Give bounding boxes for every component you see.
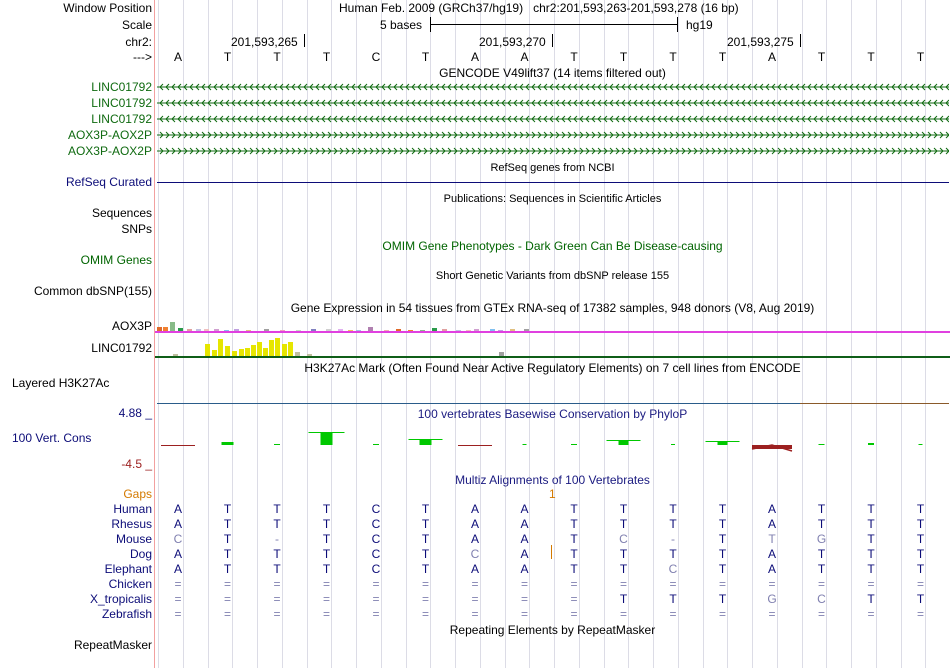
alignment-base: = [768, 577, 776, 591]
alignment-base: T [421, 532, 430, 546]
gtex-tissue-bar [295, 352, 300, 356]
alignment-base: T [619, 547, 628, 561]
phylop-score-mark [819, 444, 825, 445]
gtex-tissue-bar [163, 327, 168, 331]
gtex-tissue-bar [356, 330, 361, 331]
gtex-tissue-bar [311, 329, 316, 331]
alignment-base: = [520, 607, 528, 621]
dbsnp-track-label[interactable]: Common dbSNP(155) [33, 284, 152, 298]
coord-label: 201,593,270 [479, 35, 546, 49]
gtex-tissue-bar [239, 349, 244, 356]
alignment-base: A [767, 517, 776, 531]
gtex-tissue-bar [348, 330, 353, 331]
gtex-tissue-bar [187, 329, 192, 331]
alignment-base: T [273, 502, 281, 516]
alignment-base: = [570, 607, 578, 621]
alignment-base: C [668, 562, 678, 576]
alignment-base: T [223, 502, 232, 516]
alignment-base: T [718, 502, 727, 516]
phylop-score-cap [409, 439, 443, 440]
alignment-base: T [322, 562, 331, 576]
gtex-tissue-bar [245, 348, 250, 356]
gtex-tissue-bar [499, 352, 504, 356]
alignment-base: T [421, 517, 430, 531]
gencode-gene-feature[interactable] [157, 130, 949, 140]
alignment-base: T [421, 502, 430, 516]
phylop-score-mark [161, 445, 195, 446]
alignment-base: T [867, 562, 875, 576]
alignment-base: T [570, 532, 578, 546]
alignment-base: T [619, 517, 628, 531]
repeatmasker-track-title[interactable]: Repeating Elements by RepeatMasker [449, 623, 656, 637]
gtex-tissue-bar [420, 330, 425, 331]
alignment-base: = [322, 607, 330, 621]
alignment-base: C [371, 532, 381, 546]
gtex-tissue-bar [196, 329, 201, 331]
gtex-tissue-bar [212, 350, 217, 356]
alignment-base: T [916, 532, 925, 546]
gtex-tissue-bar [282, 344, 287, 356]
alignment-base: = [174, 592, 182, 606]
alignment-base: T [768, 532, 776, 546]
multiz-species-label[interactable]: Rhesus [111, 517, 152, 531]
alignment-base: = [619, 607, 627, 621]
gaps-label: Gaps [123, 487, 152, 501]
alignment-base: = [471, 607, 479, 621]
alignment-base: = [223, 592, 231, 606]
gtex-tissue-bar [224, 330, 229, 331]
gtex-tissue-bar [288, 342, 293, 356]
alignment-base: T [669, 592, 677, 606]
base-letter: T [619, 50, 628, 64]
dbsnp-track-title[interactable]: Short Genetic Variants from dbSNP release 155 [435, 270, 670, 282]
alignment-base: = [570, 592, 578, 606]
gtex-tissue-bar [234, 329, 239, 331]
coord-label: 201,593,275 [727, 35, 794, 49]
gencode-gene-feature[interactable] [157, 82, 949, 92]
alignment-base: A [767, 562, 776, 576]
gencode-gene-feature[interactable] [157, 98, 949, 108]
gtex-tissue-bar [368, 327, 373, 331]
coord-tick [552, 34, 553, 47]
position-header [339, 1, 739, 15]
alignment-base: T [817, 517, 826, 531]
alignment-base: - [275, 532, 279, 546]
snps-track-label[interactable]: SNPs [121, 222, 152, 236]
publications-track-label[interactable]: Sequences [91, 206, 152, 220]
alignment-base: G [816, 532, 827, 546]
alignment-base: = [520, 577, 528, 591]
alignment-base: T [718, 562, 727, 576]
alignment-base: = [916, 607, 924, 621]
alignment-base: = [520, 592, 528, 606]
alignment-base: T [867, 517, 875, 531]
phylop-max-label: 4.88 _ [118, 406, 152, 420]
alignment-base: C [817, 592, 826, 606]
alignment-base: A [470, 562, 479, 576]
alignment-base: C [173, 532, 183, 546]
phylop-score-mark [671, 444, 675, 445]
phylop-score-cap [607, 440, 641, 441]
position-range: chr2:201,593,263-201,593,278 (16 bp) [533, 1, 739, 15]
gencode-gene-label[interactable]: LINC01792 [91, 80, 152, 94]
base-letter: T [322, 50, 331, 64]
gtex-tissue-bar [173, 354, 178, 356]
gtex-tissue-bar [232, 351, 237, 356]
alignment-base: T [867, 592, 875, 606]
refseq-track-label[interactable]: RefSeq Curated [65, 175, 152, 189]
alignment-base: C [371, 517, 381, 531]
gtex-tissue-bar [214, 329, 219, 331]
phylop-score-mark [919, 444, 923, 445]
db-text: hg19 [686, 18, 713, 32]
alignment-base: C [371, 547, 381, 561]
gtex-tissue-bar [178, 328, 183, 331]
gencode-track-title[interactable]: GENCODE V49lift37 (14 items filtered out) [439, 66, 666, 80]
gtex-tissue-bar [251, 345, 256, 356]
alignment-base: = [273, 607, 281, 621]
alignment-base: T [916, 592, 925, 606]
refseq-track-title[interactable]: RefSeq genes from NCBI [490, 162, 615, 174]
alignment-base: C [371, 562, 381, 576]
alignment-base: = [273, 577, 281, 591]
alignment-base: C [371, 502, 381, 516]
alignment-base: = [916, 577, 924, 591]
base-letter: T [273, 50, 281, 64]
gtex-linc01792-gene-bar [155, 356, 950, 358]
gtex-tissue-bar [432, 328, 437, 331]
alignment-base: = [817, 607, 825, 621]
gtex-tissue-bar [466, 330, 471, 331]
alignment-base: = [718, 607, 726, 621]
base-letter: A [767, 50, 776, 64]
gtex-tissue-bar [490, 329, 495, 331]
gencode-gene-label[interactable]: LINC01792 [91, 112, 152, 126]
omim-track-title[interactable]: OMIM Gene Phenotypes - Dark Green Can Be Disease-causing [382, 239, 723, 253]
alignment-base: T [718, 517, 727, 531]
gtex-tissue-bar [218, 339, 223, 356]
multiz-track-title[interactable]: Multiz Alignments of 100 Vertebrates [455, 473, 650, 487]
phylop-score-cap [706, 441, 740, 442]
alignment-base: = [372, 607, 380, 621]
gtex-tissue-bar [170, 322, 175, 331]
base-letter: T [669, 50, 677, 64]
alignment-base: = [471, 592, 479, 606]
alignment-base: T [817, 562, 826, 576]
alignment-base: T [273, 547, 281, 561]
refseq-gene-line[interactable] [157, 182, 949, 183]
alignment-base: = [421, 577, 429, 591]
gtex-tissue-bar [246, 330, 251, 331]
base-letter: T [223, 50, 232, 64]
alignment-base: = [867, 607, 875, 621]
alignment-base: T [718, 592, 727, 606]
phylop-score-cap [309, 432, 345, 433]
alignment-base: = [619, 577, 627, 591]
alignment-base: = [421, 592, 429, 606]
alignment-base: T [322, 517, 331, 531]
scale-bar [430, 24, 678, 25]
base-letter: C [371, 50, 381, 64]
alignment-base: T [223, 547, 232, 561]
alignment-base: T [223, 532, 232, 546]
gtex-tissue-bar [157, 327, 162, 331]
gtex-tissue-bar [263, 348, 268, 356]
gtex-tissue-bar [326, 329, 331, 331]
alignment-base: T [570, 562, 578, 576]
gtex-tissue-bar [204, 329, 209, 331]
alignment-base: = [817, 577, 825, 591]
gtex-tissue-bar [456, 330, 461, 331]
alignment-base: = [372, 577, 380, 591]
base-letter: A [173, 50, 182, 64]
alignment-base: = [174, 607, 182, 621]
coord-tick [304, 34, 305, 47]
alignment-base: = [669, 607, 677, 621]
alignment-base: A [767, 547, 776, 561]
phylop-track-label[interactable]: 100 Vert. Cons [12, 431, 92, 445]
multiz-species-label[interactable]: X_tropicalis [89, 592, 152, 606]
alignment-base: A [520, 547, 529, 561]
gencode-gene-feature[interactable] [157, 146, 949, 156]
alignment-base: T [322, 532, 331, 546]
alignment-base: A [173, 502, 182, 516]
alignment-base: T [273, 517, 281, 531]
alignment-base: T [421, 562, 430, 576]
phylop-score-mark [458, 445, 492, 446]
gtex-aox3p-gene-bar [155, 331, 950, 333]
gtex-tissue-bar [269, 340, 274, 356]
alignment-base: = [273, 592, 281, 606]
base-letter: A [470, 50, 479, 64]
h3k27ac-track-label[interactable]: Layered H3K27Ac [12, 376, 110, 390]
alignment-base: A [470, 532, 479, 546]
alignment-base: T [916, 517, 925, 531]
gtex-gene-label-aox3p[interactable]: AOX3P [111, 319, 152, 333]
multiz-species-label[interactable]: Elephant [104, 562, 152, 576]
alignment-base: A [520, 562, 529, 576]
alignment-base: T [619, 502, 628, 516]
publications-track-title[interactable]: Publications: Sequences in Scientific Articles [443, 193, 662, 205]
scale-bar-right-tick [677, 17, 678, 32]
alignment-base: A [520, 532, 529, 546]
alignment-base: = [718, 577, 726, 591]
alignment-base: A [767, 502, 776, 516]
alignment-base: C [470, 547, 480, 561]
multiz-species-label[interactable]: Human [113, 502, 152, 516]
h3k27ac-signal-line-end [800, 403, 949, 404]
multiz-species-label[interactable]: Mouse [115, 532, 152, 546]
assembly-name: Human Feb. 2009 (GRCh37/hg19) [339, 1, 524, 15]
phylop-score-mark [373, 444, 379, 445]
gtex-tissue-bar [264, 329, 269, 331]
strand-label: ---> [133, 50, 152, 64]
scale-text: 5 bases [380, 18, 423, 32]
alignment-base: T [817, 502, 826, 516]
alignment-base: T [718, 547, 727, 561]
gtex-tissue-bar [510, 329, 515, 331]
base-letter: T [570, 50, 578, 64]
base-letter: T [421, 50, 430, 64]
phylop-min-label: -4.5 _ [121, 457, 152, 471]
alignment-base: T [421, 547, 430, 561]
alignment-base: T [223, 562, 232, 576]
alignment-base: T [669, 517, 677, 531]
alignment-base: = [867, 577, 875, 591]
multiz-species-label[interactable]: Chicken [108, 577, 152, 591]
alignment-base: = [669, 577, 677, 591]
alignment-base: A [470, 517, 479, 531]
alignment-base: = [372, 592, 380, 606]
base-letter: A [520, 50, 529, 64]
alignment-base: T [867, 547, 875, 561]
phylop-score-mark [868, 443, 874, 445]
phylop-score-mark [274, 444, 280, 445]
alignment-base: = [471, 577, 479, 591]
phylop-conservation-plot[interactable] [155, 425, 950, 457]
multiz-species-label[interactable]: Zebrafish [101, 607, 152, 621]
gencode-gene-feature[interactable] [157, 114, 949, 124]
alignment-base: A [173, 547, 182, 561]
dog-gap-insert [551, 545, 552, 559]
alignment-base: - [671, 532, 675, 546]
chrom-label: chr2: [125, 35, 152, 49]
phylop-track-title[interactable]: 100 vertebrates Basewise Conservation by PhyloP [417, 407, 688, 421]
phylop-score-mark [571, 444, 577, 445]
gtex-tissue-bar [275, 338, 280, 356]
coord-label: 201,593,265 [231, 35, 298, 49]
alignment-base: T [916, 547, 925, 561]
alignment-base: T [669, 502, 677, 516]
alignment-base: T [916, 502, 925, 516]
base-letter: T [867, 50, 875, 64]
alignment-base: T [619, 562, 628, 576]
gap-marker: 1 [549, 487, 556, 501]
alignment-base: T [570, 547, 578, 561]
alignment-base: T [273, 562, 281, 576]
gencode-gene-label[interactable]: LINC01792 [91, 96, 152, 110]
alignment-base: T [322, 547, 331, 561]
window-position-label: Window Position [63, 1, 152, 15]
alignment-base: = [570, 577, 578, 591]
gtex-tissue-bar [442, 329, 447, 331]
gtex-tissue-bar [384, 330, 389, 331]
gencode-gene-label[interactable]: AOX3P-AOX2P [67, 144, 152, 158]
gencode-gene-label[interactable]: AOX3P-AOX2P [67, 128, 152, 142]
alignment-base: T [223, 517, 232, 531]
alignment-base: A [173, 562, 182, 576]
alignment-base: A [520, 517, 529, 531]
gtex-tissue-bar [296, 330, 301, 331]
gtex-tissue-bar [257, 342, 262, 356]
alignment-base: T [570, 502, 578, 516]
h3k27ac-track-title[interactable]: H3K27Ac Mark (Often Found Near Active Regulatory Elements) on 7 cell lines from ENCODE [304, 361, 801, 375]
phylop-score-mark [523, 444, 527, 445]
alignment-base: A [520, 502, 529, 516]
alignment-base: T [669, 547, 677, 561]
base-letter: T [718, 50, 727, 64]
gtex-tissue-bar [396, 329, 401, 331]
gtex-expression-plot[interactable] [155, 318, 950, 360]
gtex-tissue-bar [474, 329, 479, 331]
gtex-tissue-bar [524, 329, 529, 331]
alignment-base: A [173, 517, 182, 531]
alignment-base: T [817, 547, 826, 561]
alignment-base: = [768, 607, 776, 621]
gtex-tissue-bar [498, 330, 503, 331]
gtex-gene-label-linc01792[interactable]: LINC01792 [91, 341, 152, 355]
multiz-species-label[interactable]: Dog [129, 547, 152, 561]
alignment-base: C [619, 532, 628, 546]
phylop-score-mark [321, 432, 333, 445]
repeatmasker-track-label[interactable]: RepeatMasker [73, 638, 152, 652]
gtex-tissue-bar [408, 330, 413, 331]
alignment-base: = [322, 577, 330, 591]
alignment-base: T [867, 502, 875, 516]
gtex-track-title[interactable]: Gene Expression in 54 tissues from GTEx RNA-seq of 17382 samples, 948 donors (V8, Aug 2019) [290, 301, 815, 315]
base-letter: T [817, 50, 826, 64]
scale-label: Scale [121, 18, 152, 32]
base-letter: T [916, 50, 925, 64]
alignment-base: = [223, 607, 231, 621]
alignment-base: T [916, 562, 925, 576]
alignment-base: T [322, 502, 331, 516]
alignment-base: = [223, 577, 231, 591]
coord-tick [800, 34, 801, 47]
gtex-tissue-bar [338, 329, 343, 331]
gtex-tissue-bar [280, 330, 285, 331]
gtex-tissue-bar [205, 344, 210, 356]
alignment-base: = [322, 592, 330, 606]
alignment-base: T [718, 532, 727, 546]
alignment-base: T [570, 517, 578, 531]
phylop-score-mark [222, 442, 234, 445]
alignment-base: A [470, 502, 479, 516]
gtex-tissue-bar [225, 346, 230, 356]
alignment-base: T [619, 592, 628, 606]
alignment-base: = [174, 577, 182, 591]
alignment-base: T [867, 532, 875, 546]
omim-track-label[interactable]: OMIM Genes [80, 253, 152, 267]
alignment-base: G [767, 592, 777, 606]
gtex-tissue-bar [307, 354, 312, 356]
alignment-base: = [421, 607, 429, 621]
